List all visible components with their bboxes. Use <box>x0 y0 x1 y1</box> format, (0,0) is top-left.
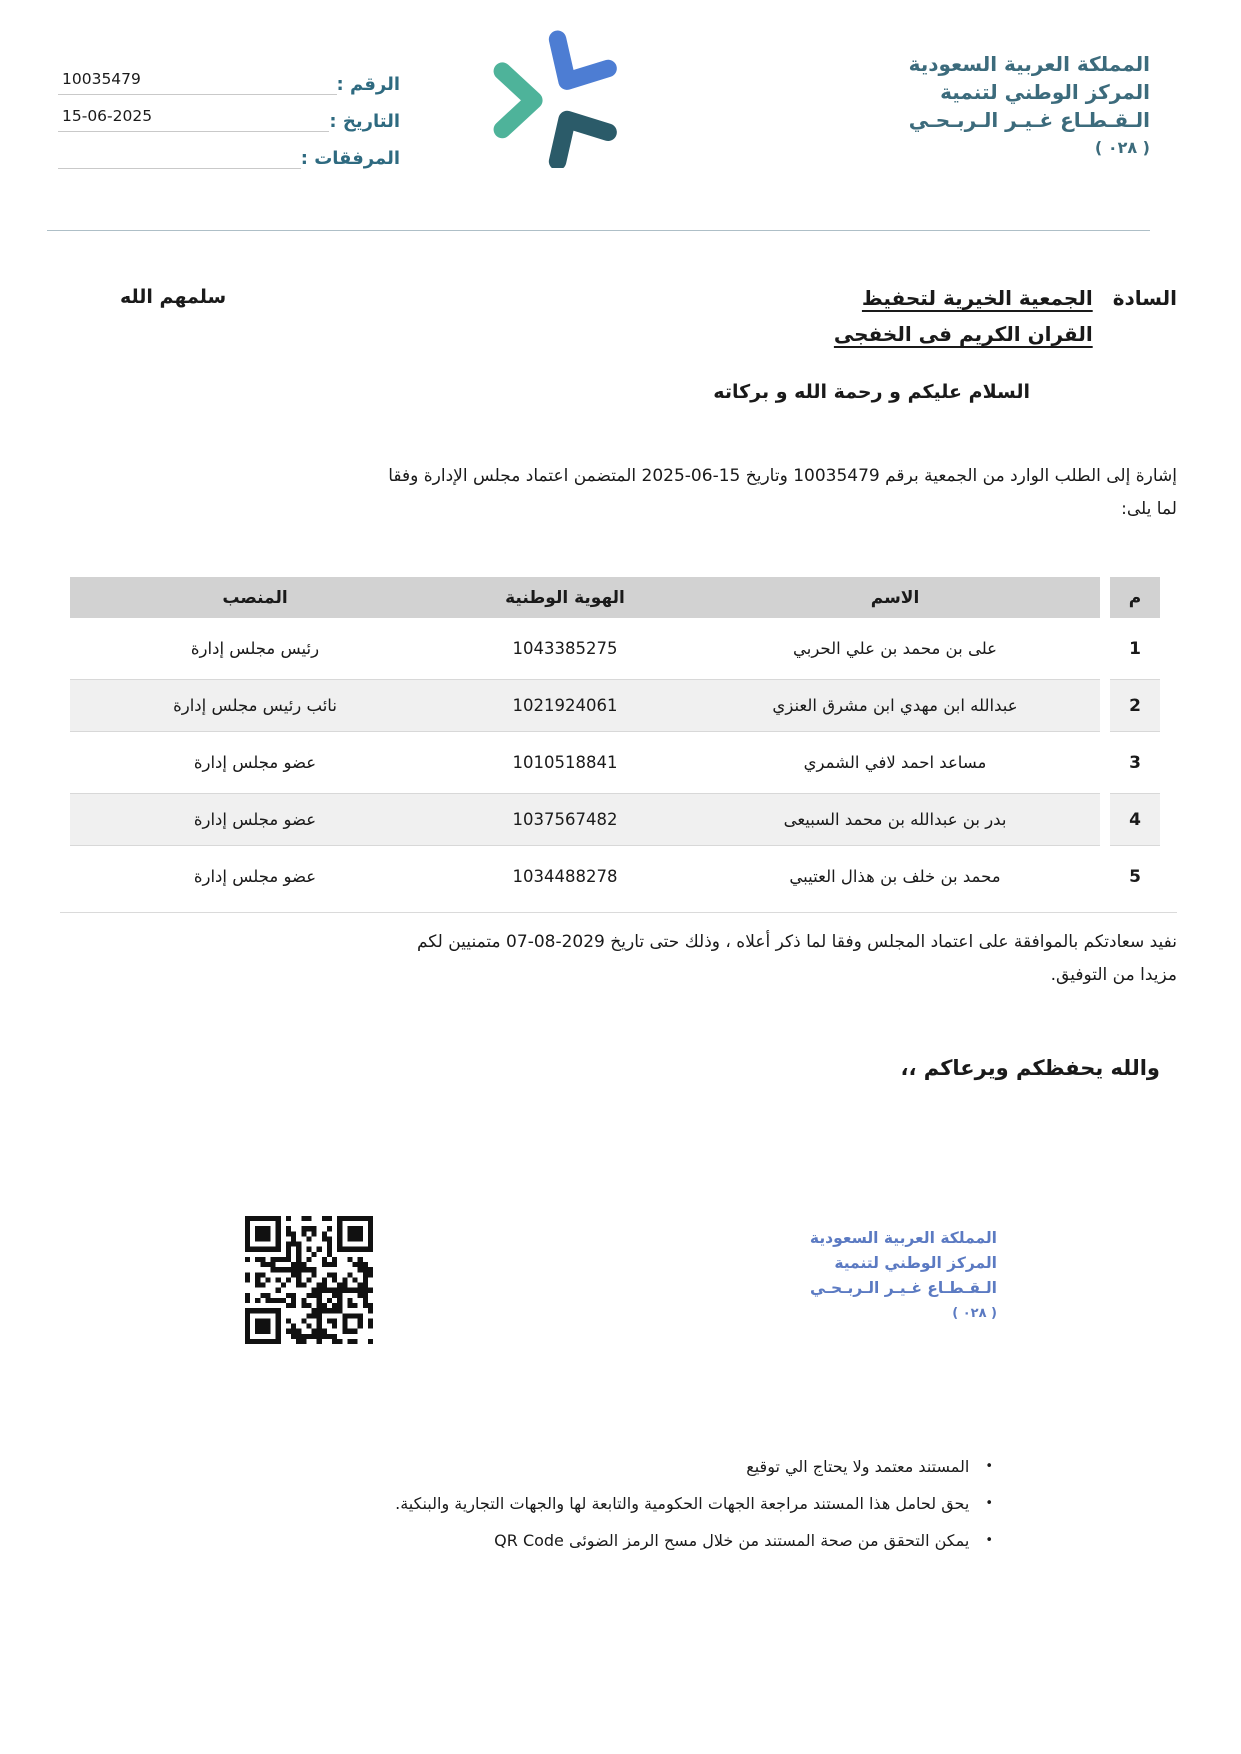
cell-no: 1 <box>1129 638 1141 659</box>
table-bottom-rule <box>60 912 1177 913</box>
cell-national-id: 1034488278 <box>512 867 618 886</box>
date-field <box>58 95 408 132</box>
approval-paragraph <box>60 926 1177 992</box>
column-gap <box>1100 577 1110 618</box>
cell-no: 2 <box>1110 679 1160 732</box>
table-row <box>70 736 1160 789</box>
footer-note-text: يحق لحامل هذا المستند مراجعة الجهات الحكومية والتابعة لها والجهات التجارية والبنكية. <box>395 1494 970 1513</box>
org-name-block <box>909 50 1150 162</box>
column-gap <box>1100 850 1110 903</box>
cell-position: عضو مجلس إدارة <box>193 867 317 886</box>
footer-notes <box>203 1448 993 1559</box>
org-name-line: المركز الوطني لتنمية <box>940 80 1150 104</box>
header-national-id: الهوية الوطنية <box>440 577 690 618</box>
addressee-block <box>834 280 1177 352</box>
cell-national-id: 1043385275 <box>512 639 618 658</box>
reference-line1: إشارة إلى الطلب الوارد من الجمعية برقم 10035479 وتاريخ 15-06-2025 المتضمن اعتماد مجلس الإدارة وفقا <box>388 466 1177 486</box>
number-field-value: 10035479 <box>58 70 337 95</box>
footer-note-text: يمكن التحقق من صحة المستند من خلال مسح الرمز الضوئى QR Code <box>494 1531 970 1550</box>
footer-org-name-line: المملكة العربية السعودية <box>809 1229 997 1247</box>
org-name-line: الـقـطـاع غـيـر الـربـحـي <box>908 108 1150 132</box>
attachments-field-label: المرفقات : <box>300 148 400 169</box>
cell-name: محمد بن خلف بن هذال العتيبي <box>789 867 1001 886</box>
cell-position: عضو مجلس إدارة <box>193 753 317 772</box>
cell-name: على بن محمد بن علي الحربي <box>792 639 998 658</box>
cell-name: عبدالله ابن مهدي ابن مشرق العنزي <box>690 679 1100 732</box>
cell-name: بدر بن عبدالله بن محمد السبيعى <box>690 793 1100 846</box>
cell-national-id: 1021924061 <box>440 679 690 732</box>
table-row <box>70 850 1160 903</box>
addressee-org-name <box>834 280 1093 352</box>
addressee-org-line1: الجمعية الخيرية لتحفيظ <box>861 286 1093 310</box>
footer-org-name-block <box>810 1226 997 1326</box>
greeting: السلام عليكم و رحمة الله و بركاته <box>713 381 1030 403</box>
board-table <box>70 577 1160 903</box>
bullet-icon: • <box>985 1459 993 1474</box>
cell-national-id: 1037567482 <box>440 793 690 846</box>
org-name-line: المملكة العربية السعودية <box>908 52 1150 76</box>
cell-name: مساعد احمد لافي الشمري <box>803 753 987 772</box>
table-row <box>70 622 1160 675</box>
attachments-field-value <box>58 144 301 169</box>
header-name: الاسم <box>690 577 1100 618</box>
approval-line2: مزيدا من التوفيق. <box>1050 965 1177 985</box>
cell-position: رئيس مجلس إدارة <box>190 639 320 658</box>
bullet-icon: • <box>985 1496 993 1511</box>
column-gap <box>1100 736 1110 789</box>
logo-chevron-blue <box>542 39 608 95</box>
qr-code <box>245 1216 373 1344</box>
table-header-row <box>70 577 1160 618</box>
column-gap <box>1100 793 1110 846</box>
table-row <box>70 793 1160 846</box>
number-field-label: الرقم : <box>336 74 400 95</box>
footer-org-code: ( ٠٢٨ ) <box>952 1306 997 1321</box>
reference-paragraph <box>60 460 1177 526</box>
footer-note <box>203 1485 993 1522</box>
honorific: سلمهم الله <box>120 286 227 308</box>
footer-note <box>203 1448 993 1485</box>
logo-chevron-teal <box>542 105 608 161</box>
footer-note <box>203 1522 993 1559</box>
cell-no: 4 <box>1110 793 1160 846</box>
logo-chevron-green <box>502 71 533 129</box>
approval-line1: نفيد سعادتكم بالموافقة على اعتماد المجلس وفقا لما ذكر أعلاه ، وذلك حتى تاريخ 2029-08-07 متمنيين لكم <box>416 932 1177 952</box>
bullet-icon: • <box>985 1533 993 1548</box>
closing-phrase: والله يحفظكم ويرعاكم ،، <box>900 1056 1160 1080</box>
reference-line2: لما يلى: <box>1121 499 1177 519</box>
cell-national-id: 1010518841 <box>512 753 618 772</box>
footer-org-name-line: المركز الوطني لتنمية <box>834 1254 997 1272</box>
cell-no: 5 <box>1129 866 1141 887</box>
cell-no: 3 <box>1129 752 1141 773</box>
header-divider <box>47 230 1150 231</box>
header-position: المنصب <box>70 577 440 618</box>
cell-position: عضو مجلس إدارة <box>70 793 440 846</box>
attachments-field <box>58 132 408 169</box>
date-field-value: 15-06-2025 <box>58 107 329 132</box>
date-field-label: التاريخ : <box>329 111 400 132</box>
footer-note-text: المستند معتمد ولا يحتاج الي توقيع <box>746 1457 970 1476</box>
footer-org-name-line: الـقـطـاع غـيـر الـربـحـي <box>810 1279 997 1297</box>
header-no: م <box>1110 577 1160 618</box>
addressee-title: السادة <box>1112 286 1177 310</box>
number-field <box>58 58 408 95</box>
org-code: ( ٠٢٨ ) <box>1094 138 1150 157</box>
cell-position: نائب رئيس مجلس إدارة <box>70 679 440 732</box>
table-row <box>70 679 1160 732</box>
column-gap <box>1100 679 1110 732</box>
addressee-org-line2: القران الكريم فى الخفجى <box>833 322 1093 346</box>
ncnp-star-logo-icon <box>486 28 626 173</box>
column-gap <box>1100 622 1110 675</box>
header-fields <box>58 58 408 169</box>
